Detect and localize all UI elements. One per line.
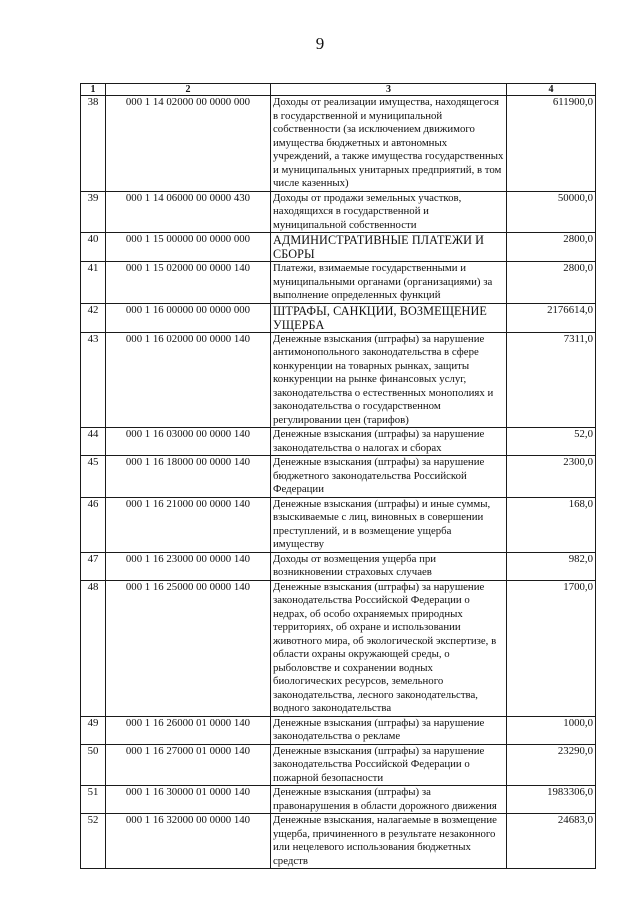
amount: 23290,0 (507, 744, 596, 786)
revenue-name: Денежные взыскания (штрафы) за правонарушения в области дорожного движения (271, 786, 507, 814)
amount: 24683,0 (507, 814, 596, 869)
table-row (81, 428, 596, 456)
row-number: 51 (81, 786, 106, 814)
revenue-name: Денежные взыскания (штрафы) за нарушение законодательства о рекламе (271, 716, 507, 744)
row-number: 41 (81, 262, 106, 304)
budget-code: 000 1 16 18000 00 0000 140 (106, 456, 271, 498)
amount: 168,0 (507, 497, 596, 552)
revenue-name: ШТРАФЫ, САНКЦИИ, ВОЗМЕЩЕНИЕ УЩЕРБА (271, 303, 507, 332)
budget-code: 000 1 16 32000 00 0000 140 (106, 814, 271, 869)
table-row (81, 744, 596, 786)
budget-code: 000 1 16 27000 01 0000 140 (106, 744, 271, 786)
row-number: 39 (81, 191, 106, 233)
row-number: 45 (81, 456, 106, 498)
table-row (81, 814, 596, 869)
budget-code: 000 1 14 02000 00 0000 000 (106, 96, 271, 192)
revenue-name: Доходы от продажи земельных участков, находящихся в государственной и муниципальной собственности (271, 191, 507, 233)
table-row (81, 580, 596, 716)
row-number: 44 (81, 428, 106, 456)
column-header-3: 3 (271, 84, 507, 96)
revenue-name: Денежные взыскания (штрафы) и иные суммы, взыскиваемые с лиц, виновных в совершении преступлений, и в возмещение ущерба имуществу (271, 497, 507, 552)
revenue-name: Денежные взыскания (штрафы) за нарушение антимонопольного законодательства в сфере конкуренции на товарных рынках, защиты конкуренции на рынке финансовых услуг, законодательства о естественных монополиях и законодательства о государственном регулировании цен (тарифов) (271, 332, 507, 428)
revenue-name: АДМИНИСТРАТИВНЫЕ ПЛАТЕЖИ И СБОРЫ (271, 233, 507, 262)
budget-code: 000 1 15 00000 00 0000 000 (106, 233, 271, 262)
amount: 1000,0 (507, 716, 596, 744)
budget-code: 000 1 15 02000 00 0000 140 (106, 262, 271, 304)
table-row (81, 716, 596, 744)
row-number: 38 (81, 96, 106, 192)
column-header-1: 1 (81, 84, 106, 96)
row-number: 52 (81, 814, 106, 869)
revenue-name: Денежные взыскания (штрафы) за нарушение бюджетного законодательства Российской Федерации (271, 456, 507, 498)
amount: 982,0 (507, 552, 596, 580)
budget-code: 000 1 16 21000 00 0000 140 (106, 497, 271, 552)
table-row (81, 456, 596, 498)
amount: 7311,0 (507, 332, 596, 428)
amount: 1983306,0 (507, 786, 596, 814)
revenue-name: Платежи, взимаемые государственными и муниципальными органами (организациями) за выполнение определенных функций (271, 262, 507, 304)
amount: 52,0 (507, 428, 596, 456)
table-row (81, 96, 596, 192)
table-row (81, 262, 596, 304)
budget-code: 000 1 16 23000 00 0000 140 (106, 552, 271, 580)
table-row (81, 303, 596, 332)
amount: 1700,0 (507, 580, 596, 716)
row-number: 40 (81, 233, 106, 262)
table-row (81, 332, 596, 428)
table-row (81, 191, 596, 233)
row-number: 46 (81, 497, 106, 552)
revenue-name: Доходы от возмещения ущерба при возникновении страховых случаев (271, 552, 507, 580)
budget-code: 000 1 16 30000 01 0000 140 (106, 786, 271, 814)
table-header (81, 84, 596, 96)
amount: 2800,0 (507, 233, 596, 262)
budget-code: 000 1 16 00000 00 0000 000 (106, 303, 271, 332)
revenue-name: Денежные взыскания (штрафы) за нарушение законодательства о налогах и сборах (271, 428, 507, 456)
row-number: 42 (81, 303, 106, 332)
row-number: 49 (81, 716, 106, 744)
amount: 2300,0 (507, 456, 596, 498)
revenue-name: Денежные взыскания (штрафы) за нарушение законодательства Российской Федерации о пожарной безопасности (271, 744, 507, 786)
table-row (81, 786, 596, 814)
revenue-table (80, 83, 596, 869)
column-header-2: 2 (106, 84, 271, 96)
page-number: 9 (315, 34, 325, 53)
budget-code: 000 1 16 25000 00 0000 140 (106, 580, 271, 716)
budget-code: 000 1 14 06000 00 0000 430 (106, 191, 271, 233)
row-number: 48 (81, 580, 106, 716)
budget-code: 000 1 16 03000 00 0000 140 (106, 428, 271, 456)
row-number: 50 (81, 744, 106, 786)
revenue-name: Денежные взыскания, налагаемые в возмещение ущерба, причиненного в результате незаконного или нецелевого использования бюджетных средств (271, 814, 507, 869)
amount: 50000,0 (507, 191, 596, 233)
table-row (81, 497, 596, 552)
amount: 611900,0 (507, 96, 596, 192)
revenue-name: Денежные взыскания (штрафы) за нарушение законодательства Российской Федерации о недрах, об особо охраняемых природных территориях, об охране и использовании животного мира, об экологической экспертизе, в области охраны окружающей среды, о рыболовстве и сохранении водных биологических ресурсов, земельного законодательства, лесного законодательства, водного законодательства (271, 580, 507, 716)
table-body (81, 96, 596, 869)
table-row (81, 552, 596, 580)
budget-code: 000 1 16 02000 00 0000 140 (106, 332, 271, 428)
row-number: 43 (81, 332, 106, 428)
revenue-name: Доходы от реализации имущества, находящегося в государственной и муниципальной собственности (за исключением движимого имущества бюджетных и автономных учреждений, а также имущества государственных и муниципальных унитарных предприятий, в том числе казенных) (271, 96, 507, 192)
column-header-4: 4 (507, 84, 596, 96)
header-row (81, 84, 596, 96)
table-row (81, 233, 596, 262)
amount: 2176614,0 (507, 303, 596, 332)
budget-code: 000 1 16 26000 01 0000 140 (106, 716, 271, 744)
row-number: 47 (81, 552, 106, 580)
amount: 2800,0 (507, 262, 596, 304)
